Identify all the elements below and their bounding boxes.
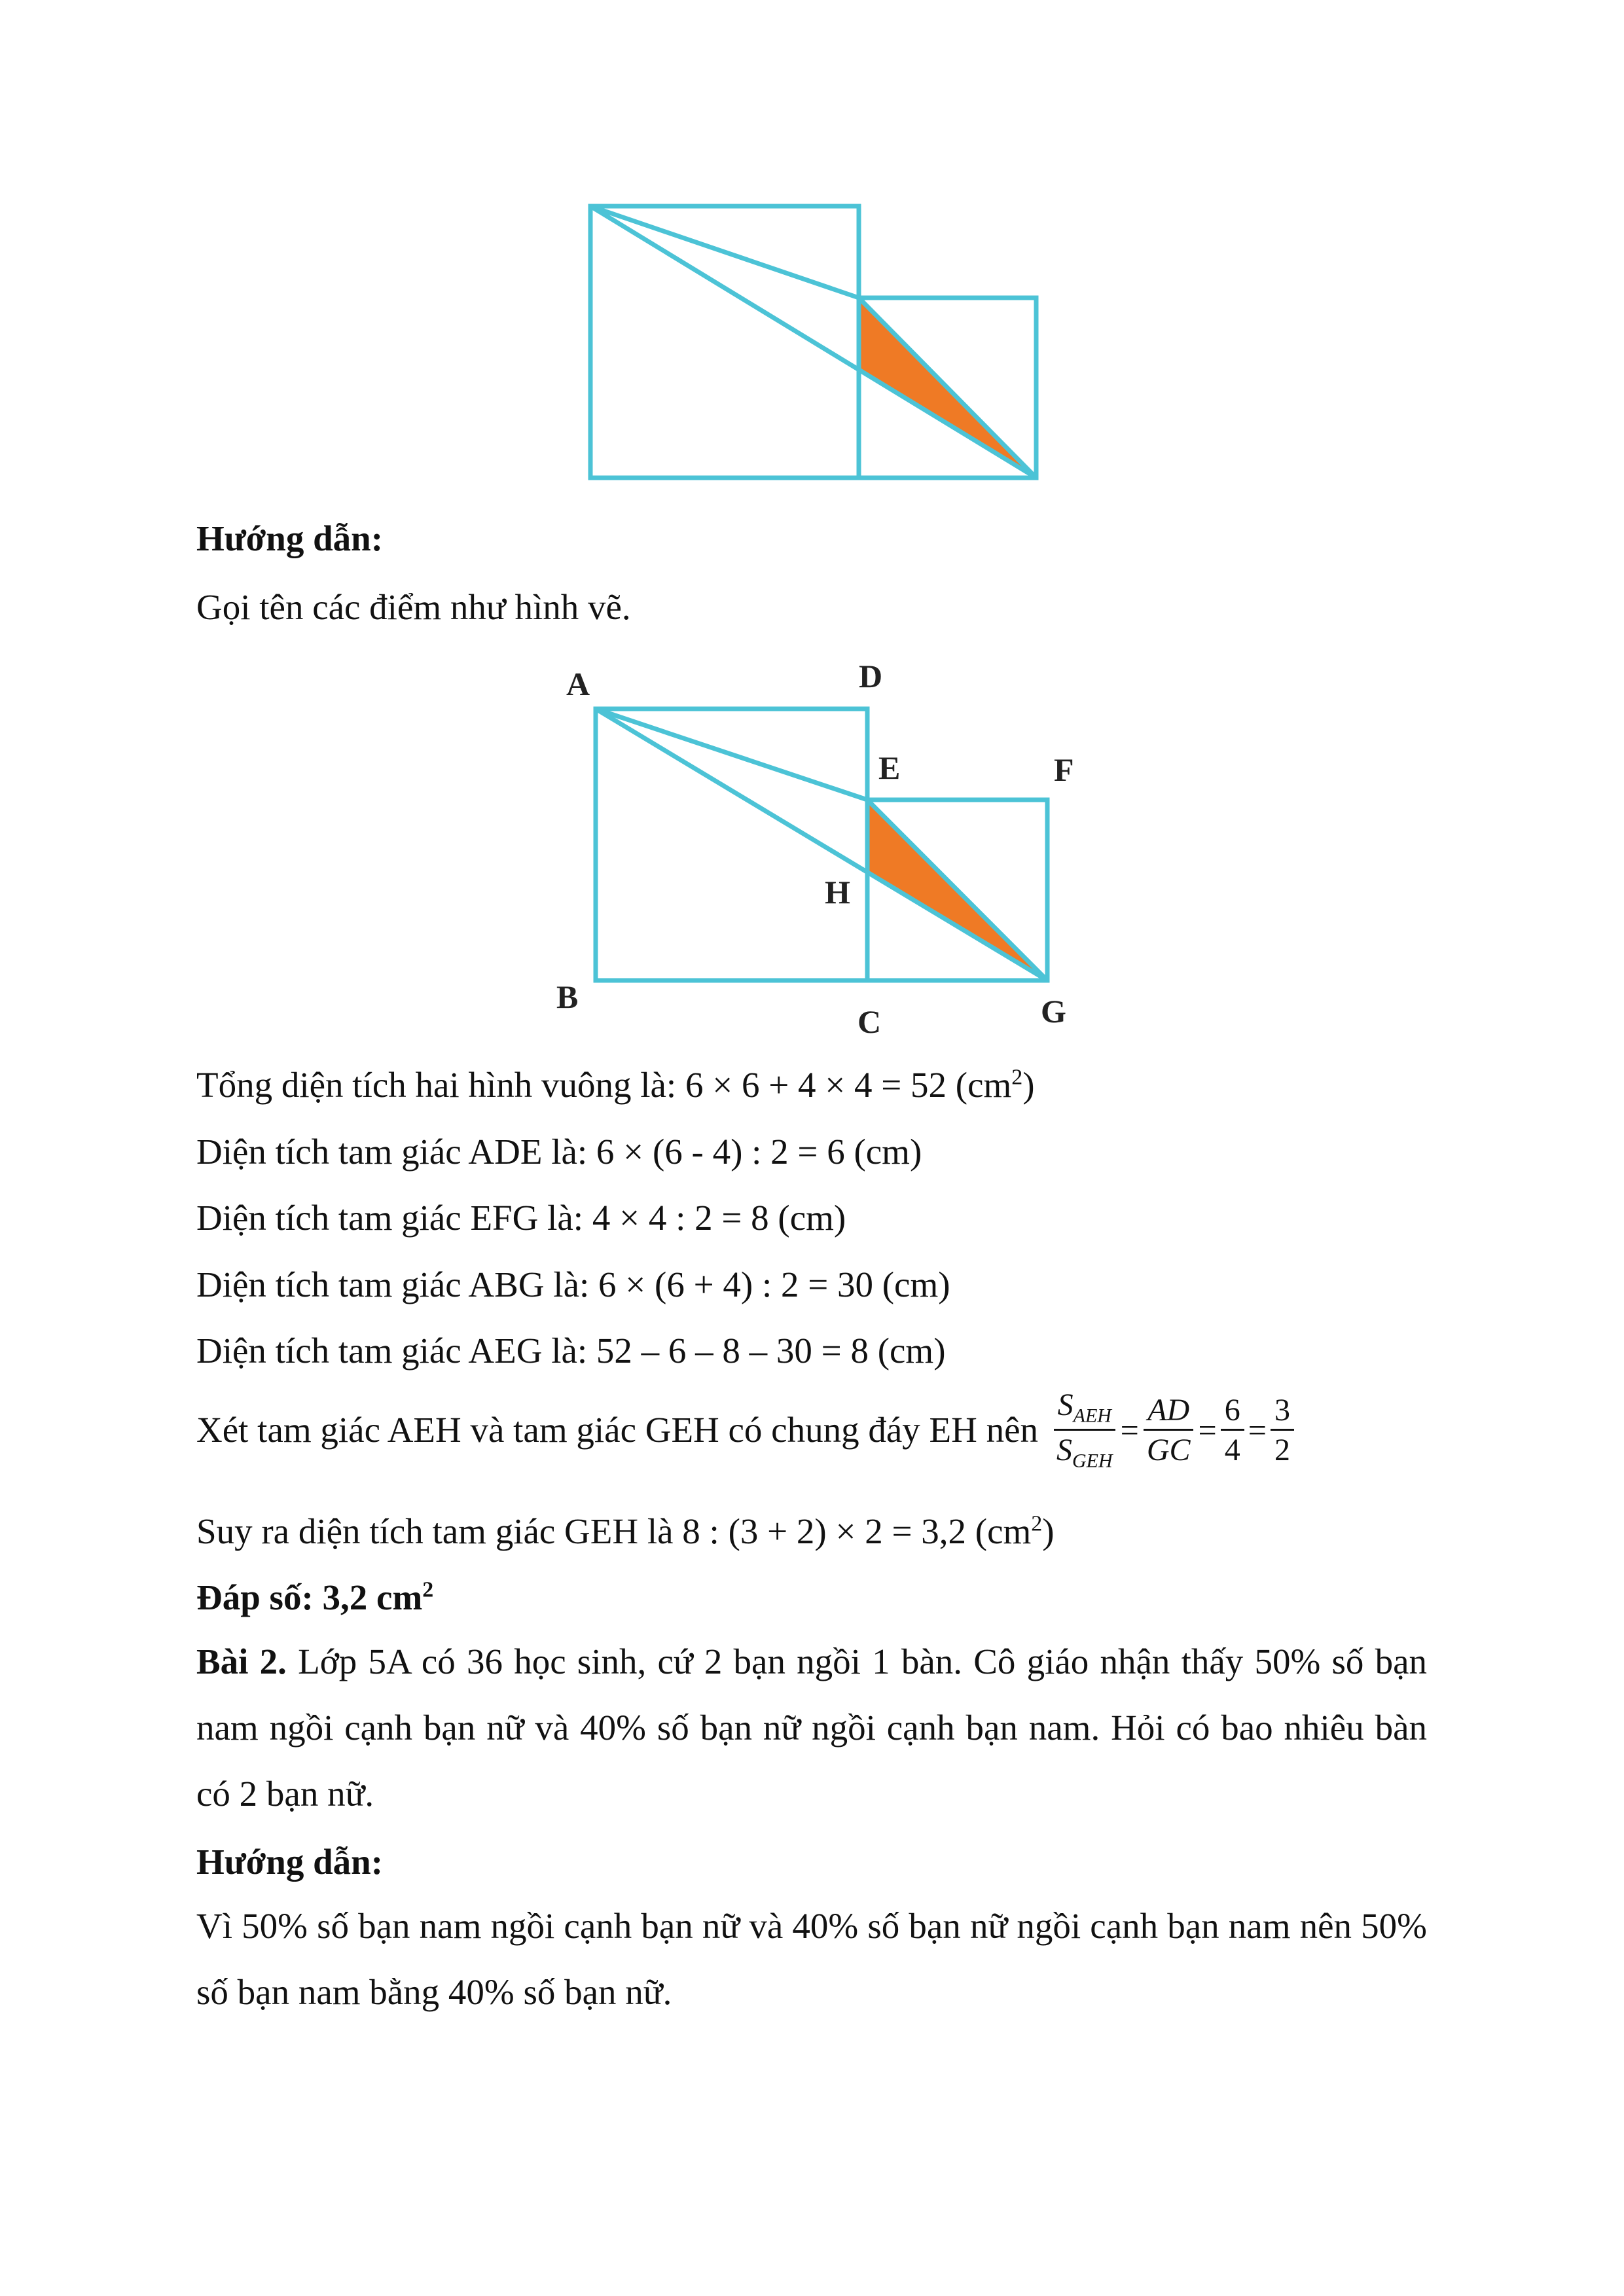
line-total-area <box>196 1064 1428 1107</box>
intro-text: Gọi tên các điểm như hình vẽ. <box>196 587 631 627</box>
square-abcd <box>596 709 867 980</box>
geh-text: Suy ra diện tích tam giác GEH là 8 : (3 + 2) × 2 = 3,2 (cm <box>196 1511 1032 1551</box>
s-aeh: S <box>1057 1387 1074 1422</box>
num-3: 3 <box>1271 1395 1294 1431</box>
figure-labeled <box>537 655 1100 1047</box>
line-a-e <box>590 206 859 298</box>
answer-text: Đáp số: 3,2 cm <box>196 1577 423 1617</box>
label-b: B <box>556 978 579 1015</box>
equals-1: = <box>1120 1412 1139 1448</box>
label-g: G <box>1041 993 1066 1030</box>
total-area-tail: ) <box>1022 1065 1035 1105</box>
label-c: C <box>857 1003 882 1040</box>
num-6: 6 <box>1221 1395 1244 1431</box>
problem-2-text: Lớp 5A có 36 học sinh, cứ 2 bạn ngồi 1 bàn. Cô giáo nhận thấy 50% số bạn nam ngồi cạnh bạn nữ và 40% số bạn nữ ngồi cạnh bạn nam. Hỏi có bao nhiêu bàn có 2 bạn nữ. <box>196 1641 1428 1814</box>
line-abg: Diện tích tam giác ABG là: 6 × (6 + 4) : 2 = 30 (cm) <box>196 1265 950 1304</box>
label-a: A <box>566 666 590 702</box>
problem-2 <box>196 1628 1427 1827</box>
equals-3: = <box>1248 1412 1267 1448</box>
fraction-area-ratio <box>1053 1387 1117 1472</box>
geh-tail: ) <box>1042 1511 1055 1551</box>
geh-sup: 2 <box>1031 1511 1043 1536</box>
label-d: D <box>859 658 883 694</box>
total-area-text: Tổng diện tích hai hình vuông là: 6 × 6 + 4 × 4 = 52 (cm <box>196 1065 1012 1105</box>
line-ag <box>596 709 1047 980</box>
ratio-text: Xét tam giác AEH và tam giác GEH có chung đáy EH nên <box>196 1410 1038 1450</box>
sub-geh: GEH <box>1072 1450 1113 1472</box>
fraction-6-4 <box>1221 1392 1244 1467</box>
line-efg: Diện tích tam giác EFG là: 4 × 4 : 2 = 8 (cm) <box>196 1198 846 1238</box>
label-e: E <box>878 749 901 786</box>
problem-2-label: Bài 2. <box>196 1641 287 1681</box>
total-area-sup: 2 <box>1011 1065 1023 1090</box>
big-square <box>590 206 859 478</box>
guide-2-text: Vì 50% số bạn nam ngồi cạnh bạn nữ và 40% số bạn nữ ngồi cạnh bạn nam nên 50% số bạn nam bằng 40% số bạn nữ. <box>196 1906 1427 2012</box>
line-ae <box>596 709 867 800</box>
den-2: 2 <box>1274 1432 1290 1467</box>
equals-2: = <box>1198 1412 1217 1448</box>
fraction-3-2 <box>1271 1392 1294 1467</box>
line-a-g <box>590 206 1036 478</box>
den-4: 4 <box>1224 1432 1240 1467</box>
line-ratio <box>196 1388 1428 1473</box>
label-h: H <box>825 874 850 910</box>
line-ade: Diện tích tam giác ADE là: 6 × (6 - 4) : 2 = 6 (cm) <box>196 1132 922 1172</box>
figure-unlabeled <box>576 196 1047 497</box>
line-geh <box>196 1510 1428 1553</box>
sub-aeh: AEH <box>1073 1405 1111 1427</box>
line-aeg: Diện tích tam giác AEG là: 52 – 6 – 8 – 30 = 8 (cm) <box>196 1331 946 1371</box>
label-f: F <box>1054 751 1074 788</box>
answer-sup: 2 <box>422 1577 434 1602</box>
den-gc: GC <box>1146 1432 1191 1467</box>
fraction-ad-gc <box>1143 1392 1195 1467</box>
heading-guide-1: Hướng dẫn: <box>196 518 384 558</box>
num-ad: AD <box>1144 1395 1193 1431</box>
heading-guide-2: Hướng dẫn: <box>196 1842 384 1882</box>
answer <box>196 1576 1428 1619</box>
s-geh: S <box>1056 1432 1072 1467</box>
